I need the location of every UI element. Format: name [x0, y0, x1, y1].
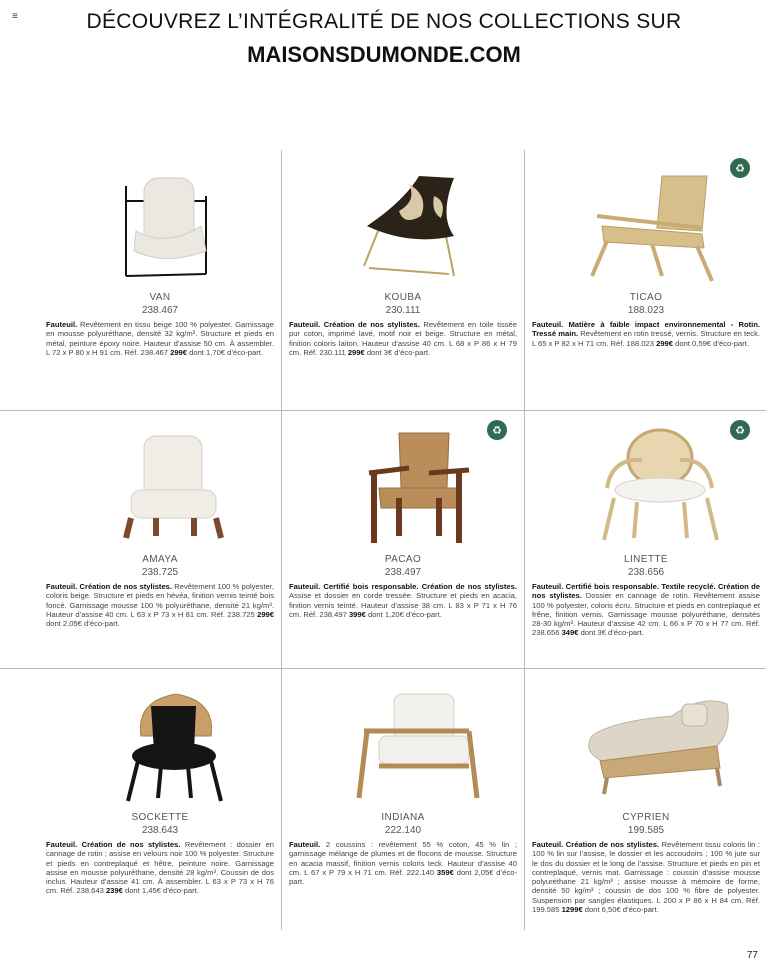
product-ref: 238.656	[627, 567, 665, 578]
product-card-ticao[interactable]	[532, 150, 760, 408]
product-name: AMAYA	[142, 554, 178, 565]
product-name: CYPRIEN	[622, 812, 670, 823]
product-description: Fauteuil. 2 coussins : revêtement 55 % coton, 45 % lin ; garnissage mélange de plumes et de flocons de mousse. Structure en acacia massif, finition vernis coloris teck. Hauteur d’assise 40 cm. L 67 x P 79 x H 71 cm. Réf. 222.140 359€ dont 2,05€ d’éco-part.	[289, 840, 517, 887]
product-name: SOCKETTE	[131, 812, 189, 823]
product-description: Fauteuil. Revêtement en tissu beige 100 % polyester. Garnissage en mousse polyuréthane, densité 32 kg/m³. Structure et pieds en métal, peinture époxy noire. Hauteur d’assise 50 cm. À assembler. L 72 x P 80 x H 91 cm. Réf. 238.467 299€ dont 1,70€ d’éco-part.	[46, 320, 274, 357]
eco-badge-icon: ♻	[730, 420, 750, 440]
product-name: PACAO	[384, 554, 422, 565]
product-grid	[38, 150, 766, 930]
product-ref: 238.497	[384, 567, 422, 578]
product-image	[309, 418, 497, 548]
divider	[281, 150, 282, 930]
product-card-cyprien[interactable]	[532, 670, 760, 928]
product-image	[309, 676, 497, 806]
product-ref: 238.467	[141, 305, 179, 316]
header-website[interactable]: MAISONSDUMONDE.COM	[247, 42, 521, 67]
product-description: Fauteuil. Création de nos stylistes. Revêtement tissu coloris lin : 100 % lin sur l’assise, le dossier et les accoudoirs ; 100 % jute sur le dos du dossier et le long de l’assise. Structure et pieds en pin et contreplaqué, vernis mat. Garnissage : coussin d’assise mousse polyuréthane 21 kg/m³ ; assise mousse à mémoire de forme, densité 50 kg/m³ ; coussin de dos 100 % fibre de polyester. Suspension par sangles élastiques. L 200 x P 86 x H 84 cm. Réf. 199.585 1299€ dont 6,50€ d’éco-part.	[532, 840, 761, 915]
product-card-indiana[interactable]	[289, 670, 517, 928]
header-line-1: DÉCOUVREZ L’INTÉGRALITÉ DE NOS COLLECTIONS SUR	[86, 10, 682, 33]
product-image	[552, 156, 740, 286]
product-name: TICAO	[629, 292, 663, 303]
product-image	[552, 676, 740, 806]
eco-badge-icon: ♻	[487, 420, 507, 440]
eco-badge-icon: ♻	[730, 158, 750, 178]
divider	[0, 410, 766, 411]
product-name: VAN	[149, 292, 171, 303]
product-name: INDIANA	[381, 812, 425, 823]
product-card-van[interactable]	[46, 150, 274, 408]
product-image	[66, 418, 254, 548]
product-description: Fauteuil. Certifié bois responsable. Création de nos stylistes. Assise et dossier en corde tressée. Structure et pieds en acacia, finition vernis teinté. Hauteur d’assise 38 cm. L 83 x P 71 x H 76 cm. Réf. 238.497 399€ dont 1,20€ d’éco-part.	[289, 582, 517, 619]
product-description: Fauteuil. Création de nos stylistes. Revêtement 100 % polyester, coloris beige. Structure et pieds en hévéa, finition vernis teinté bois foncé. Garnissage mousse 100 % polyuréthane, densité 21 kg/m³. Hauteur d’assise 40 cm. L 63 x P 73 x H 81 cm. Réf. 238.725 299€ dont 2,05€ d’éco-part.	[46, 582, 275, 629]
product-name: LINETTE	[624, 554, 668, 565]
product-description: Fauteuil. Création de nos stylistes. Revêtement en toile tissée pur coton, imprimé lavé, motif noir et beige. Structure en métal, finition coloris laiton. Hauteur d’assise 40 cm. L 68 x P 86 x H 79 cm. Réf. 230.111 299€ dont 3€ d’éco-part.	[289, 320, 517, 357]
product-name: KOUBA	[384, 292, 422, 303]
divider	[524, 150, 525, 930]
product-card-amaya[interactable]	[46, 412, 274, 670]
product-image	[309, 156, 497, 286]
product-card-sockette[interactable]	[46, 670, 274, 928]
menu-icon[interactable]: ≡	[12, 11, 18, 22]
product-image	[66, 156, 254, 286]
product-ref: 188.023	[627, 305, 665, 316]
product-ref: 230.111	[385, 305, 421, 316]
product-description: Fauteuil. Certifié bois responsable. Textile recyclé. Création de nos stylistes. Dossier en cannage de rotin. Revêtement assise 100 % polyester, coloris écru. Structure et pieds en contreplaqué et frêne, finition vernis. Garnissage mousse polyuréthane, densités 28-30 kg/m³. Hauteur d’assise 42 cm. L 66 x P 70 x H 77 cm. Réf. 238.656 349€ dont 3€ d’éco-part.	[532, 582, 760, 638]
product-description: Fauteuil. Matière à faible impact environnemental - Rotin. Tressé main. Revêtement en rotin tressé, vernis. Structure en teck. L 65 x P 82 x H 71 cm. Réf. 188.023 299€ dont 0,59€ d’éco-part.	[532, 320, 760, 348]
product-ref: 199.585	[627, 825, 665, 836]
product-image	[552, 418, 740, 548]
product-ref: 238.725	[141, 567, 179, 578]
product-ref: 238.643	[141, 825, 179, 836]
product-description: Fauteuil. Création de nos stylistes. Revêtement : dossier en cannage de rotin ; assise en velours noir 100 % polyester. Structure et pieds en contreplaqué et hêtre, peinture noire. Garnissage assise en mousse polyuréthane, densité 28 kg/m³. Coussin de dos inclus. Hauteur d’assise 41 cm. À assembler. L 63 x P 73 x H 76 cm. Réf. 238.643 239€ dont 1,45€ d’éco-part.	[46, 840, 274, 896]
product-ref: 222.140	[384, 825, 422, 836]
product-card-pacao[interactable]	[289, 412, 517, 670]
product-card-kouba[interactable]	[289, 150, 517, 408]
product-image	[66, 676, 254, 806]
product-card-linette[interactable]	[532, 412, 760, 670]
page-number: 77	[746, 950, 758, 961]
